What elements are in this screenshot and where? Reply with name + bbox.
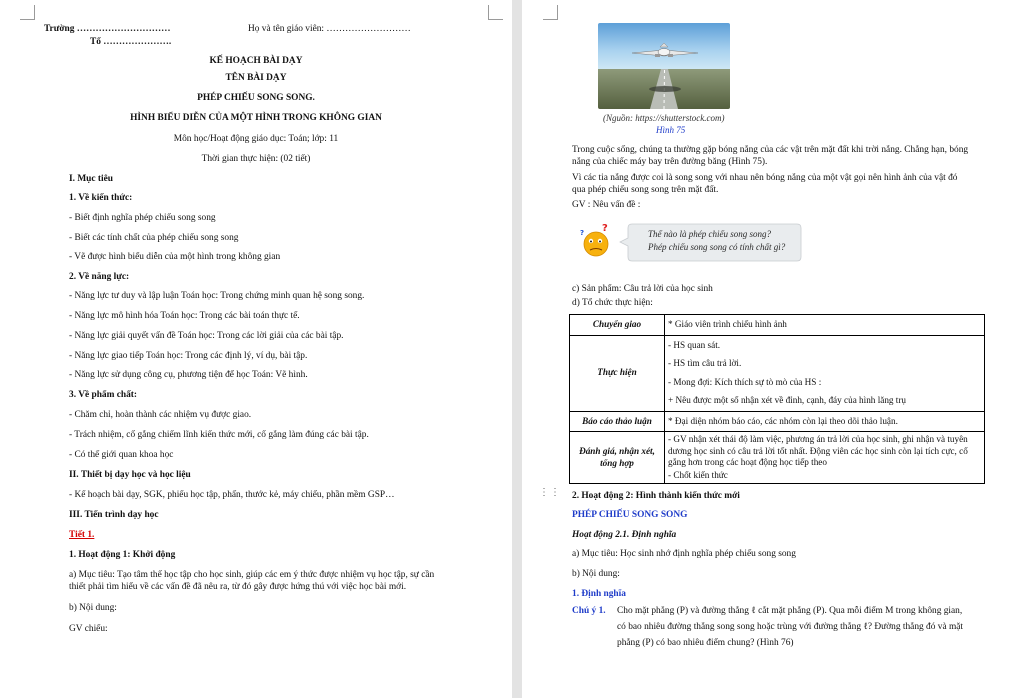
quality-item: - Chăm chỉ, hoàn thành các nhiệm vụ được giao. xyxy=(69,410,252,420)
activity-content: b) Nội dung: xyxy=(572,569,620,579)
table-move-handle[interactable]: ⋮⋮ xyxy=(539,487,561,498)
activity-table xyxy=(569,314,985,484)
table-row xyxy=(570,315,985,336)
callout-question-1: Thế nào là phép chiếu song song? xyxy=(648,229,771,239)
activity-goal-cont: thiết phải tìm hiểu về các vấn đề đã nêu ra, từ đó gây được hứng thú với việc học bài mới. xyxy=(69,582,407,592)
task-line: - HS tìm câu trả lời. xyxy=(668,358,742,368)
intro-paragraph-cont: nắng của chiếc máy bay trên đường băng (Hình 75). xyxy=(572,157,768,167)
crop-mark xyxy=(20,5,35,20)
crop-mark xyxy=(543,5,558,20)
school-field: Trường ………………………… xyxy=(44,24,171,34)
section-process: III. Tiến trình dạy học xyxy=(69,510,159,520)
teacher-field: Họ và tên giáo viên: ……………………… xyxy=(248,24,411,34)
competence-item: - Năng lực sử dụng công cụ, phương tiện để học Toán: Vẽ hình. xyxy=(69,370,308,380)
activity-2-heading: 2. Hoạt động 2: Hình thành kiến thức mới xyxy=(572,491,740,501)
crop-mark xyxy=(488,5,503,20)
task-cell xyxy=(665,315,985,336)
knowledge-item: - Biết định nghĩa phép chiếu song song xyxy=(69,213,216,223)
competence-item: - Năng lực giao tiếp Toán học: Trong các định lý, ví dụ, bài tập. xyxy=(69,351,308,361)
role-cell: Chuyển giao xyxy=(570,315,665,336)
doc-title: KẾ HOẠCH BÀI DẠY xyxy=(209,56,303,66)
note-text-cont: phẳng (P) có bao nhiêu điểm chung? (Hình 76) xyxy=(617,638,794,648)
image-source: (Nguồn: https://shutterstock.com) xyxy=(603,113,725,123)
callout-question-2: Phép chiếu song song có tính chất gì? xyxy=(648,242,786,252)
note-text-cont: có bao nhiêu đường thẳng song song hoặc trùng với đường thẳng ℓ? Đường thẳng đó và mặt xyxy=(617,622,964,632)
task-line: - Mong đợi: Kích thích sự tò mò của HS : xyxy=(668,376,822,387)
table-row xyxy=(570,411,985,432)
quality-item: - Có thế giới quan khoa học xyxy=(69,450,174,460)
activity-2-1-heading: Hoạt động 2.1. Định nghĩa xyxy=(572,530,677,540)
subsection-knowledge: 1. Về kiến thức: xyxy=(69,193,133,203)
lesson-title-2: HÌNH BIỂU DIỄN CỦA MỘT HÌNH TRONG KHÔNG GIAN xyxy=(130,113,382,123)
note-text: Cho mặt phẳng (P) và đường thẳng ℓ cắt mặt phẳng (P). Qua mỗi điểm M trong không gian, xyxy=(617,606,963,616)
activity-1-heading: 1. Hoạt động 1: Khởi động xyxy=(69,550,176,560)
gv-issue-line: GV : Nêu vấn đề : xyxy=(572,200,641,210)
activity-goal: a) Mục tiêu: Tạo tâm thế học tập cho học sinh, giúp các em ý thức được nhiệm vụ học tập, sự cần xyxy=(69,570,435,580)
task-line: - Chốt kiến thức xyxy=(668,469,728,480)
subsection-competence: 2. Về năng lực: xyxy=(69,272,130,282)
section-equipment: II. Thiết bị dạy học và học liệu xyxy=(69,470,191,480)
explain-paragraph: Vì các tia nắng được coi là song song với nhau nên bóng nắng của một vật gọi nên hình ảnh của vật đó xyxy=(572,173,958,183)
thinking-face-icon xyxy=(584,232,608,256)
table-row xyxy=(570,432,985,484)
subsection-qualities: 3. Về phẩm chất: xyxy=(69,390,138,400)
svg-text:?: ? xyxy=(580,229,585,237)
competence-item: - Năng lực tư duy và lập luận Toán học: Trong chứng minh quan hệ song song. xyxy=(69,291,365,301)
topic-heading: PHÉP CHIẾU SONG SONG xyxy=(572,510,688,520)
task-cell xyxy=(665,432,985,484)
task-line: * Đại diện nhóm báo cáo, các nhóm còn lại theo dõi thảo luận. xyxy=(668,415,898,426)
right-page xyxy=(522,0,1035,698)
question-callout xyxy=(572,220,802,265)
task-line: * Giáo viên trình chiếu hình ảnh xyxy=(668,319,787,329)
gv-show-line: GV chiếu: xyxy=(69,624,108,634)
quality-item: - Trách nhiệm, cố gắng chiếm lĩnh kiến thức mới, cố gắng làm đúng các bài tập. xyxy=(69,430,369,440)
duration-line: Thời gian thực hiện: (02 tiết) xyxy=(201,154,311,164)
lesson-title-1: PHÉP CHIẾU SONG SONG. xyxy=(197,93,315,103)
definition-heading: 1. Định nghĩa xyxy=(572,589,626,599)
organize-line: d) Tổ chức thực hiện: xyxy=(572,298,653,308)
competence-item: - Năng lực giải quyết vấn đề Toán học: Trong các lời giải của các bài tập. xyxy=(69,331,344,341)
role-cell: Thực hiện xyxy=(570,335,665,411)
task-cell xyxy=(665,411,985,432)
activity-content: b) Nội dung: xyxy=(69,603,117,613)
activity-goal: a) Mục tiêu: Học sinh nhớ định nghĩa phép chiếu song song xyxy=(572,549,796,559)
knowledge-item: - Vẽ được hình biểu diễn của một hình trong không gian xyxy=(69,252,281,262)
group-field: Tổ …………………. xyxy=(90,37,172,47)
airplane-photo xyxy=(598,23,730,109)
task-line: - HS quan sát. xyxy=(668,339,721,350)
knowledge-item: - Biết các tính chất của phép chiếu song song xyxy=(69,233,239,243)
competence-item: - Năng lực mô hình hóa Toán học: Trong các bài toán thực tế. xyxy=(69,311,300,321)
equipment-item: - Kế hoạch bài dạy, SGK, phiếu học tập, phấn, thước kẻ, máy chiếu, phần mềm GSP… xyxy=(69,490,395,500)
left-page xyxy=(0,0,512,698)
intro-paragraph: Trong cuộc sống, chúng ta thường gặp bóng nắng của các vật trên mặt đất khi trời nắng. Chẳng hạn, bóng xyxy=(572,145,969,155)
lesson-name-heading: TÊN BÀI DẠY xyxy=(225,73,287,83)
explain-paragraph-cont: qua phép chiếu song song trên mặt đất. xyxy=(572,185,719,195)
role-cell: Báo cáo thảo luận xyxy=(570,411,665,432)
svg-text:?: ? xyxy=(602,223,608,234)
section-objectives: I. Mục tiêu xyxy=(69,174,114,184)
task-line: - GV nhận xét thái độ làm việc, phương án trả lời của học sinh, ghi nhận và tuyên dương học sinh có câu trả lời tốt nhất. Động viên các học sinh còn lại tích cực, cố gắng hơn trong các hoạt động học tiếp theo xyxy=(668,434,968,467)
task-line: + Nêu được một số nhận xét về đỉnh, cạnh, đáy của hình lăng trụ xyxy=(668,395,907,405)
subject-line: Môn học/Hoạt động giáo dục: Toán; lớp: 11 xyxy=(173,134,339,144)
lesson-period-1: Tiết 1. xyxy=(69,530,95,540)
image-caption: Hình 75 xyxy=(656,125,686,135)
task-cell xyxy=(665,335,985,411)
table-row xyxy=(570,335,985,411)
role-cell: Đánh giá, nhận xét, tổng hợp xyxy=(570,432,665,484)
product-line: c) Sản phẩm: Câu trả lời của học sinh xyxy=(572,284,713,294)
note-label: Chú ý 1. xyxy=(572,606,606,616)
